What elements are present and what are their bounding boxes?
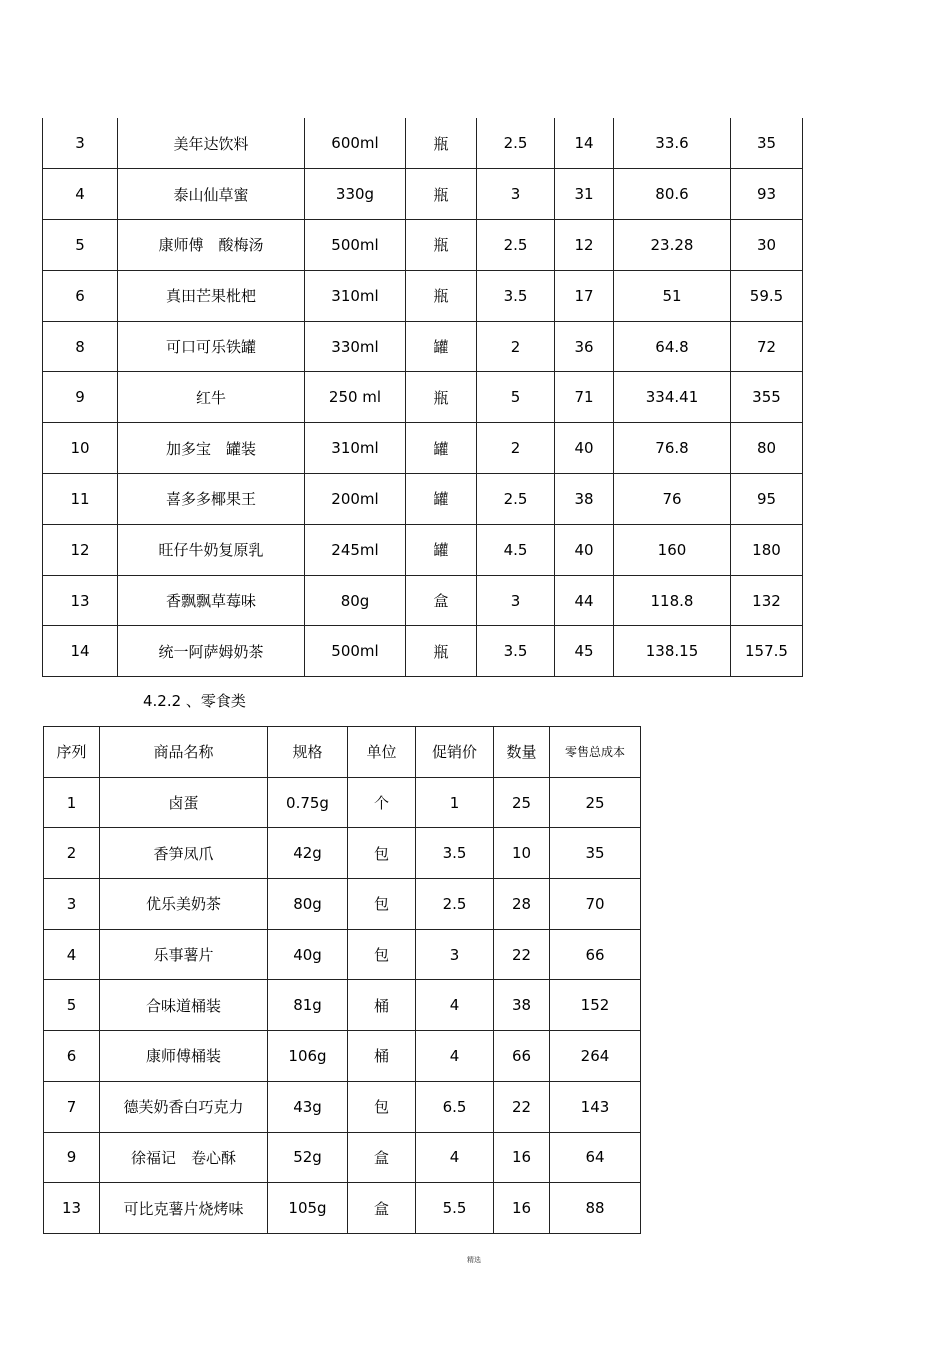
drinks-table	[42, 118, 803, 677]
table-cell: 16	[494, 1132, 550, 1183]
table-cell: 157.5	[731, 626, 803, 677]
table-cell: 355	[731, 372, 803, 423]
table-cell: 瓶	[406, 118, 477, 169]
table-cell: 22	[494, 1081, 550, 1132]
table-cell: 5	[43, 220, 118, 271]
table-cell: 30	[731, 220, 803, 271]
table-cell: 38	[555, 474, 614, 525]
table-row	[43, 118, 803, 169]
table-row	[44, 1183, 641, 1234]
table-cell: 72	[731, 321, 803, 372]
table-cell: 桶	[348, 980, 416, 1031]
table-cell: 52g	[268, 1132, 348, 1183]
table-cell: 14	[555, 118, 614, 169]
table-row	[43, 626, 803, 677]
table-row	[43, 423, 803, 474]
table-row	[43, 270, 803, 321]
table-cell: 264	[550, 1031, 641, 1082]
table-cell: 可比克薯片烧烤味	[100, 1183, 268, 1234]
table-row	[44, 777, 641, 828]
table-cell: 康师傅 酸梅汤	[118, 220, 305, 271]
table-row	[43, 321, 803, 372]
table-cell: 152	[550, 980, 641, 1031]
table-row	[43, 575, 803, 626]
table-cell: 80g	[268, 879, 348, 930]
table-cell: 23.28	[614, 220, 731, 271]
table-cell: 40	[555, 423, 614, 474]
table-cell: 6	[43, 270, 118, 321]
table-cell: 4	[416, 980, 494, 1031]
table-cell: 40g	[268, 929, 348, 980]
table-cell: 3	[477, 575, 555, 626]
snacks-header-row	[44, 727, 641, 778]
table-cell: 76	[614, 474, 731, 525]
table-cell: 180	[731, 524, 803, 575]
table-cell: 45	[555, 626, 614, 677]
table-cell: 310ml	[305, 270, 406, 321]
table-row	[44, 879, 641, 930]
header-index: 序列	[44, 727, 100, 778]
table-cell: 500ml	[305, 626, 406, 677]
table-cell: 4	[44, 929, 100, 980]
table-cell: 6	[44, 1031, 100, 1082]
table-cell: 3.5	[477, 626, 555, 677]
table-cell: 600ml	[305, 118, 406, 169]
table-cell: 9	[43, 372, 118, 423]
table-cell: 7	[44, 1081, 100, 1132]
table-cell: 5.5	[416, 1183, 494, 1234]
table-cell: 3	[43, 118, 118, 169]
table-cell: 红牛	[118, 372, 305, 423]
table-cell: 51	[614, 270, 731, 321]
table-cell: 132	[731, 575, 803, 626]
table-cell: 瓶	[406, 626, 477, 677]
table-cell: 88	[550, 1183, 641, 1234]
table-cell: 66	[550, 929, 641, 980]
table-cell: 德芙奶香白巧克力	[100, 1081, 268, 1132]
table-cell: 可口可乐铁罐	[118, 321, 305, 372]
table-row	[43, 169, 803, 220]
table-cell: 合味道桶装	[100, 980, 268, 1031]
table-cell: 2.5	[477, 474, 555, 525]
table-cell: 2.5	[477, 118, 555, 169]
table-cell: 4.5	[477, 524, 555, 575]
table-cell: 瓶	[406, 270, 477, 321]
table-row	[43, 372, 803, 423]
table-cell: 盒	[348, 1183, 416, 1234]
table-cell: 36	[555, 321, 614, 372]
table-cell: 80g	[305, 575, 406, 626]
table-cell: 16	[494, 1183, 550, 1234]
table-cell: 4	[416, 1031, 494, 1082]
table-cell: 42g	[268, 828, 348, 879]
table-cell: 真田芒果枇杷	[118, 270, 305, 321]
table-cell: 31	[555, 169, 614, 220]
table-cell: 10	[494, 828, 550, 879]
table-cell: 6.5	[416, 1081, 494, 1132]
table-cell: 罐	[406, 423, 477, 474]
table-cell: 81g	[268, 980, 348, 1031]
table-cell: 桶	[348, 1031, 416, 1082]
table-cell: 2	[477, 321, 555, 372]
table-cell: 330g	[305, 169, 406, 220]
table-cell: 330ml	[305, 321, 406, 372]
table-cell: 包	[348, 828, 416, 879]
table-row	[44, 929, 641, 980]
table-cell: 25	[550, 777, 641, 828]
table-cell: 瓶	[406, 372, 477, 423]
table-cell: 310ml	[305, 423, 406, 474]
snacks-table	[43, 726, 641, 1234]
table-cell: 9	[44, 1132, 100, 1183]
table-cell: 40	[555, 524, 614, 575]
table-cell: 3.5	[416, 828, 494, 879]
table-cell: 3	[416, 929, 494, 980]
table-cell: 38	[494, 980, 550, 1031]
footer-text: 精选	[467, 1256, 481, 1264]
table-cell: 个	[348, 777, 416, 828]
table-cell: 2	[44, 828, 100, 879]
table-cell: 包	[348, 1081, 416, 1132]
snacks-table-body	[44, 777, 641, 1233]
table-cell: 泰山仙草蜜	[118, 169, 305, 220]
table-cell: 71	[555, 372, 614, 423]
table-cell: 138.15	[614, 626, 731, 677]
table-cell: 康师傅桶装	[100, 1031, 268, 1082]
table-cell: 喜多多椰果王	[118, 474, 305, 525]
table-cell: 加多宝 罐装	[118, 423, 305, 474]
table-cell: 70	[550, 879, 641, 930]
table-cell: 106g	[268, 1031, 348, 1082]
table-cell: 1	[416, 777, 494, 828]
table-row	[44, 1132, 641, 1183]
table-cell: 统一阿萨姆奶茶	[118, 626, 305, 677]
header-retail-total-cost: 零售总成本	[550, 727, 641, 778]
table-cell: 12	[555, 220, 614, 271]
table-cell: 95	[731, 474, 803, 525]
table-cell: 334.41	[614, 372, 731, 423]
table-cell: 罐	[406, 524, 477, 575]
table-cell: 5	[44, 980, 100, 1031]
table-cell: 盒	[348, 1132, 416, 1183]
table-cell: 瓶	[406, 169, 477, 220]
table-cell: 500ml	[305, 220, 406, 271]
table-row	[44, 828, 641, 879]
table-cell: 118.8	[614, 575, 731, 626]
table-cell: 200ml	[305, 474, 406, 525]
table-cell: 80	[731, 423, 803, 474]
table-cell: 2	[477, 423, 555, 474]
table-cell: 瓶	[406, 220, 477, 271]
table-row	[44, 1031, 641, 1082]
snacks-section-title: 4.2.2 、零食类	[143, 692, 246, 710]
table-cell: 3	[44, 879, 100, 930]
table-cell: 1	[44, 777, 100, 828]
table-cell: 乐事薯片	[100, 929, 268, 980]
table-cell: 44	[555, 575, 614, 626]
table-row	[43, 524, 803, 575]
table-cell: 0.75g	[268, 777, 348, 828]
table-cell: 76.8	[614, 423, 731, 474]
table-cell: 罐	[406, 474, 477, 525]
table-cell: 包	[348, 879, 416, 930]
table-cell: 香笋凤爪	[100, 828, 268, 879]
table-cell: 旺仔牛奶复原乳	[118, 524, 305, 575]
table-cell: 64	[550, 1132, 641, 1183]
table-cell: 包	[348, 929, 416, 980]
table-cell: 43g	[268, 1081, 348, 1132]
table-cell: 66	[494, 1031, 550, 1082]
table-cell: 徐福记 卷心酥	[100, 1132, 268, 1183]
table-cell: 美年达饮料	[118, 118, 305, 169]
table-cell: 245ml	[305, 524, 406, 575]
table-row	[44, 980, 641, 1031]
table-row	[43, 220, 803, 271]
table-cell: 14	[43, 626, 118, 677]
table-cell: 22	[494, 929, 550, 980]
table-cell: 盒	[406, 575, 477, 626]
header-unit: 单位	[348, 727, 416, 778]
header-quantity: 数量	[494, 727, 550, 778]
header-spec: 规格	[268, 727, 348, 778]
table-cell: 64.8	[614, 321, 731, 372]
table-row	[43, 474, 803, 525]
table-cell: 80.6	[614, 169, 731, 220]
table-cell: 3	[477, 169, 555, 220]
header-promo-price: 促销价	[416, 727, 494, 778]
table-cell: 17	[555, 270, 614, 321]
table-cell: 11	[43, 474, 118, 525]
table-cell: 卤蛋	[100, 777, 268, 828]
table-cell: 优乐美奶茶	[100, 879, 268, 930]
table-cell: 4	[43, 169, 118, 220]
table-cell: 160	[614, 524, 731, 575]
table-cell: 59.5	[731, 270, 803, 321]
table-cell: 35	[731, 118, 803, 169]
table-cell: 28	[494, 879, 550, 930]
table-cell: 143	[550, 1081, 641, 1132]
header-product-name: 商品名称	[100, 727, 268, 778]
table-cell: 8	[43, 321, 118, 372]
table-cell: 罐	[406, 321, 477, 372]
table-cell: 105g	[268, 1183, 348, 1234]
table-cell: 3.5	[477, 270, 555, 321]
table-cell: 香飘飘草莓味	[118, 575, 305, 626]
table-cell: 5	[477, 372, 555, 423]
table-cell: 2.5	[416, 879, 494, 930]
table-cell: 13	[43, 575, 118, 626]
drinks-table-body	[43, 118, 803, 677]
table-cell: 13	[44, 1183, 100, 1234]
table-cell: 35	[550, 828, 641, 879]
table-cell: 4	[416, 1132, 494, 1183]
table-cell: 10	[43, 423, 118, 474]
table-cell: 25	[494, 777, 550, 828]
table-cell: 33.6	[614, 118, 731, 169]
table-cell: 2.5	[477, 220, 555, 271]
table-cell: 250 ml	[305, 372, 406, 423]
table-cell: 12	[43, 524, 118, 575]
table-cell: 93	[731, 169, 803, 220]
table-row	[44, 1081, 641, 1132]
